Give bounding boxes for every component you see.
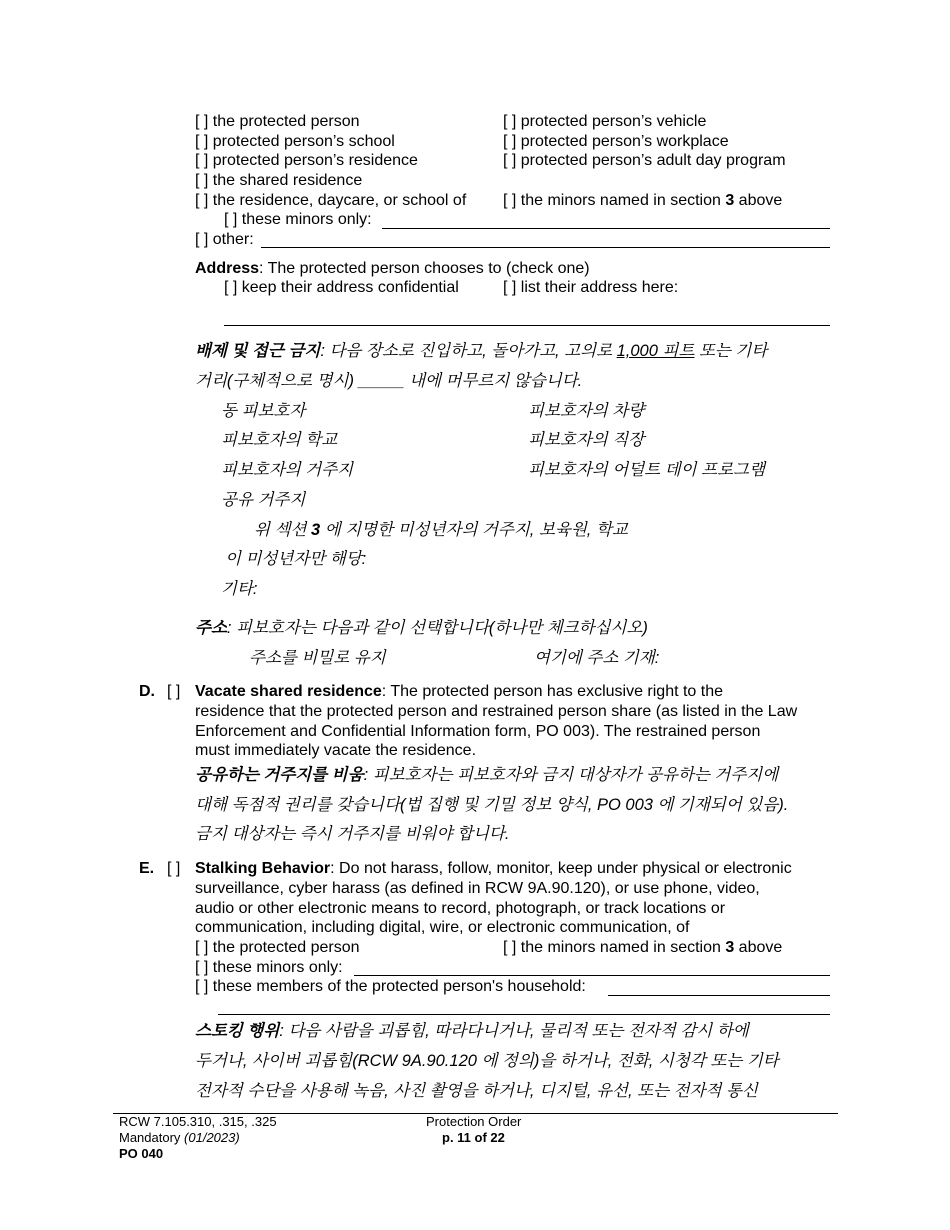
- section-d-line3: Enforcement and Confidential Information form, PO 003). The restrained person: [195, 723, 761, 740]
- footer-rcw: RCW 7.105.310, .315, .325: [119, 1114, 277, 1129]
- footer-form-number: PO 040: [119, 1146, 164, 1161]
- ko-exclusion-line1: 배제 및 접근 금지: 다음 장소로 진입하고, 돌아가고, 고의로 1,000 피트 또는 기타: [195, 342, 768, 360]
- e-option-minors-named[interactable]: [ ] the minors named in section 3 above: [503, 939, 783, 956]
- e-option-household[interactable]: [ ] these members of the protected person's household:: [195, 978, 586, 995]
- ko-option-shared-residence: 공유 거주지: [221, 491, 306, 509]
- section-e-line2: surveillance, cyber harass (as defined in RCW 9A.90.120), or use phone, video,: [195, 880, 760, 897]
- option-keep-confidential[interactable]: [ ] keep their address confidential: [224, 279, 459, 296]
- section-e-letter: E.: [139, 860, 155, 877]
- e-household-field[interactable]: [608, 995, 830, 996]
- option-workplace[interactable]: [ ] protected person’s workplace: [503, 133, 729, 150]
- ko-exclusion-line2: 거리(구체적으로 명시) _____ 내에 머무르지 않습니다.: [195, 372, 583, 390]
- address-field[interactable]: [224, 325, 830, 326]
- option-residence[interactable]: [ ] protected person’s residence: [195, 152, 418, 169]
- e-these-minors-field[interactable]: [354, 975, 830, 976]
- footer-mandatory: Mandatory (01/2023): [119, 1130, 240, 1145]
- section-d-letter: D.: [139, 683, 155, 700]
- ko-option-residence: 피보호자의 거주지: [221, 461, 354, 479]
- ko-option-school: 피보호자의 학교: [221, 431, 338, 449]
- e-household-field-2[interactable]: [218, 1014, 830, 1015]
- footer-title: Protection Order: [426, 1114, 522, 1129]
- address-line: Address: The protected person chooses to (check one): [195, 260, 590, 277]
- section-d-line1: Vacate shared residence: The protected person has exclusive right to the: [195, 683, 724, 700]
- e-option-these-minors[interactable]: [ ] these minors only:: [195, 959, 343, 976]
- section-e-line1: Stalking Behavior: Do not harass, follow, monitor, keep under physical or electronic: [195, 860, 792, 877]
- section-d-checkbox[interactable]: [ ]: [167, 683, 181, 700]
- section-d-ko-line2: 대해 독점적 권리를 갖습니다(법 집행 및 기밀 정보 양식, PO 003 에 기재되어 있음).: [195, 796, 789, 814]
- section-e-line3: audio or other electronic means to record, photograph, or track locations or: [195, 900, 726, 917]
- ko-option-list: 여기에 주소 기재:: [534, 649, 660, 667]
- other-field[interactable]: [261, 247, 830, 248]
- section-e-ko-line2: 두거나, 사이버 괴롭힘(RCW 9A.90.120 에 정의)을 하거나, 전화, 시청각 또는 기타: [195, 1052, 779, 1070]
- option-minors-residence[interactable]: [ ] the residence, daycare, or school of: [195, 192, 467, 209]
- ko-option-these-minors: 이 미성년자만 해당:: [225, 550, 367, 568]
- e-option-protected-person[interactable]: [ ] the protected person: [195, 939, 360, 956]
- section-e-line4: communication, including digital, wire, or electronic communication, of: [195, 919, 690, 936]
- section-e-ko-line3: 전자적 수단을 사용해 녹음, 사진 촬영을 하거나, 디지털, 유선, 또는 전자적 통신: [195, 1082, 758, 1100]
- section-e-checkbox[interactable]: [ ]: [167, 860, 181, 877]
- ko-option-minors-residence: 위 섹션 3 에 지명한 미성년자의 거주지, 보육원, 학교: [254, 521, 628, 539]
- these-minors-field[interactable]: [382, 228, 830, 229]
- section-d-ko-line3: 금지 대상자는 즉시 거주지를 비워야 합니다.: [195, 825, 510, 843]
- ko-address-line: 주소: 피보호자는 다음과 같이 선택합니다(하나만 체크하십시오): [195, 619, 648, 637]
- ko-option-keep: 주소를 비밀로 유지: [249, 649, 386, 667]
- section-d-line2: residence that the protected person and restrained person share (as listed in the Law: [195, 703, 798, 720]
- option-school[interactable]: [ ] protected person’s school: [195, 133, 395, 150]
- ko-option-protected-person: 동 피보호자: [221, 402, 306, 420]
- ko-option-workplace: 피보호자의 직장: [528, 431, 645, 449]
- option-minors-named[interactable]: [ ] the minors named in section 3 above: [503, 192, 783, 209]
- option-shared-residence[interactable]: [ ] the shared residence: [195, 172, 363, 189]
- option-list-address[interactable]: [ ] list their address here:: [503, 279, 679, 296]
- ko-option-vehicle: 피보호자의 차량: [528, 402, 645, 420]
- option-adult-day-program[interactable]: [ ] protected person’s adult day program: [503, 152, 786, 169]
- section-e-ko-line1: 스토킹 행위: 다음 사람을 괴롭힘, 따라다니거나, 물리적 또는 전자적 감시 하에: [195, 1022, 749, 1040]
- section-d-ko-line1: 공유하는 거주지를 비움: 피보호자는 피보호자와 금지 대상자가 공유하는 거주지에: [195, 766, 779, 784]
- option-vehicle[interactable]: [ ] protected person’s vehicle: [503, 113, 707, 130]
- option-other[interactable]: [ ] other:: [195, 231, 254, 248]
- option-these-minors[interactable]: [ ] these minors only:: [224, 211, 372, 228]
- option-protected-person[interactable]: [ ] the protected person: [195, 113, 360, 130]
- ko-option-adult-day-program: 피보호자의 어덜트 데이 프로그램: [528, 461, 765, 479]
- footer-page-number: p. 11 of 22: [442, 1130, 505, 1145]
- section-d-line4: must immediately vacate the residence.: [195, 742, 477, 759]
- ko-option-other: 기타:: [221, 580, 258, 598]
